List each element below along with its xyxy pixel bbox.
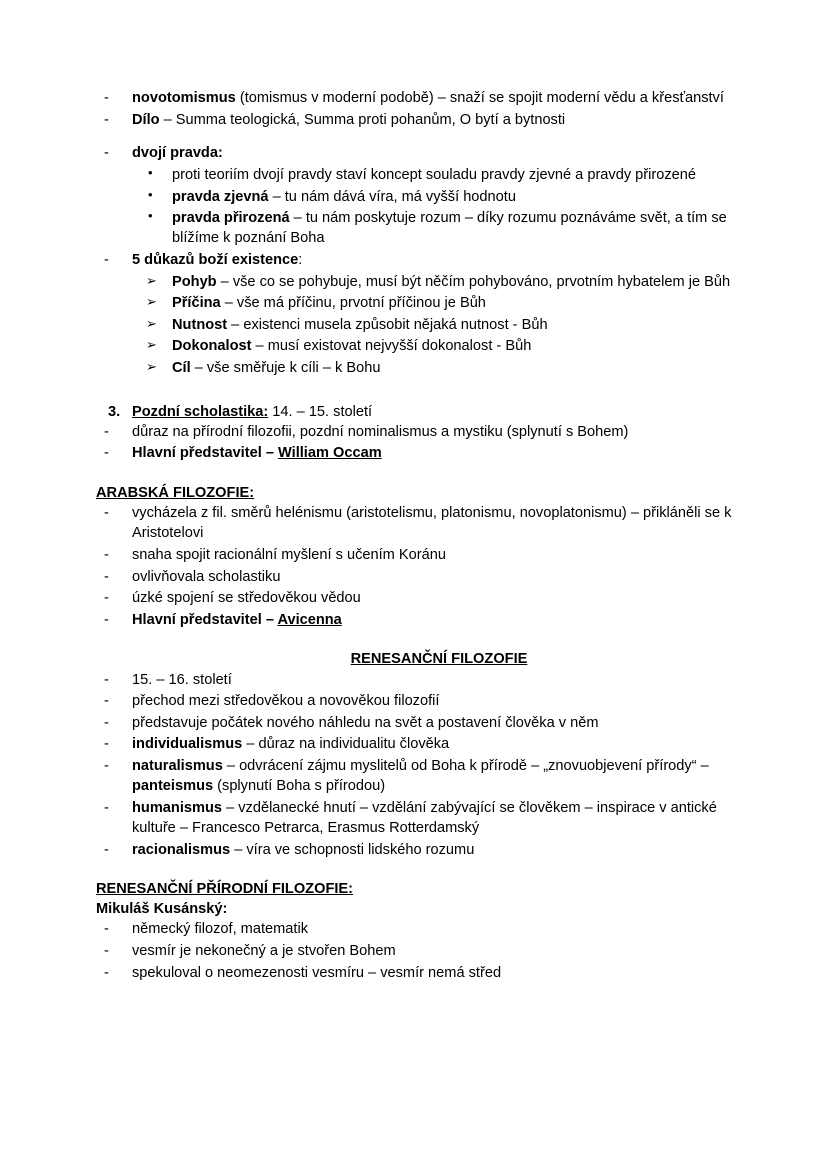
dash-marker: - xyxy=(104,111,109,128)
term: pravda zjevná xyxy=(172,188,269,205)
term-name: William Occam xyxy=(278,445,382,462)
dash-marker: - xyxy=(104,611,109,628)
bullet-marker: • xyxy=(148,186,153,202)
dash-marker: - xyxy=(104,964,109,981)
list-item-text xyxy=(172,317,548,333)
term-desc: – tu nám dává víra, má vyšší hodnotu xyxy=(268,188,516,205)
term-desc: – vše směřuje k cíli – k Bohu xyxy=(190,360,381,376)
dash-marker: - xyxy=(104,736,109,753)
term-desc: – tu nám poskytuje rozum – díky rozumu poznáváme svět, a tím se blížíme k poznání Boha xyxy=(172,210,727,247)
arrow-bullet-icon: ➢ xyxy=(146,359,157,374)
section-heading: ARABSKÁ FILOZOFIE: xyxy=(96,485,255,501)
term: Hlavní představitel – xyxy=(132,611,278,628)
term: individualismus xyxy=(132,736,243,753)
number-marker: 3. xyxy=(108,403,121,420)
list-item xyxy=(96,88,746,108)
list-item xyxy=(96,293,746,313)
spacer xyxy=(96,380,746,402)
list-item xyxy=(96,443,746,463)
term: Hlavní představitel – xyxy=(132,445,278,462)
list-item xyxy=(96,272,746,292)
list-item xyxy=(96,187,746,207)
bullet-marker: • xyxy=(148,164,153,180)
dash-marker: - xyxy=(104,799,109,816)
list-item-text: úzké spojení se středověkou vědou xyxy=(132,590,361,607)
list-item-text xyxy=(132,252,302,268)
term: Pozdní scholastika: xyxy=(132,403,269,420)
term: Dílo xyxy=(132,111,160,128)
spacer xyxy=(96,131,746,143)
list-item xyxy=(96,165,746,185)
term-desc: (tomismus v moderní podobě) – snaží se spojit moderní vědu a křesťanství xyxy=(235,90,724,106)
list-item-text xyxy=(172,189,516,205)
dash-marker: - xyxy=(104,145,109,162)
list-item-text xyxy=(132,758,709,794)
list-item-text xyxy=(132,90,724,106)
list-item-text: představuje počátek nového náhledu na svět a postavení člověka v něm xyxy=(132,714,599,731)
list-item xyxy=(96,358,746,378)
list-item-text xyxy=(132,112,565,128)
list-item-text xyxy=(172,360,380,376)
list-item xyxy=(96,941,746,961)
term: Příčina xyxy=(172,295,221,312)
spacer xyxy=(96,861,746,879)
dash-marker: - xyxy=(104,568,109,585)
bullet-marker: • xyxy=(148,208,153,224)
term: 5 důkazů boží existence xyxy=(132,251,299,268)
dash-marker: - xyxy=(104,921,109,938)
dash-marker: - xyxy=(104,758,109,774)
dash-marker: - xyxy=(104,505,109,522)
list-item xyxy=(96,567,746,587)
section-heading: RENESANČNÍ PŘÍRODNÍ FILOZOFIE: xyxy=(96,881,354,898)
list-item-text xyxy=(132,445,382,461)
list-item xyxy=(96,588,746,608)
list-item xyxy=(96,208,746,248)
term: pravda přirozená xyxy=(172,210,290,227)
list-item-text xyxy=(172,338,531,354)
spacer xyxy=(96,631,746,649)
list-item-text: německý filozof, matematik xyxy=(132,921,308,938)
list-item xyxy=(96,422,746,442)
term: racionalismus xyxy=(132,841,231,858)
term-desc: – důraz na individualitu člověka xyxy=(242,736,450,753)
term-desc: – musí existovat nejvyšší dokonalost - Bůh xyxy=(251,338,532,355)
subsection-heading: Mikuláš Kusánský: xyxy=(96,901,228,918)
term-desc: – vše má příčinu, prvotní příčinou je Bůh xyxy=(220,295,486,312)
term: Nutnost xyxy=(172,316,228,333)
numbered-list-item xyxy=(96,402,746,422)
dash-marker: - xyxy=(104,445,109,462)
term: humanismus xyxy=(132,799,223,816)
term: Cíl xyxy=(172,360,191,376)
list-item xyxy=(96,756,746,796)
dash-marker: - xyxy=(104,251,109,268)
list-item-text: důraz na přírodní filozofii, pozdní nominalismus a mystiku (splynutí s Bohem) xyxy=(132,423,629,440)
term: naturalismus xyxy=(132,758,223,774)
dash-marker: - xyxy=(104,841,109,858)
list-item-text xyxy=(132,612,342,628)
dash-marker: - xyxy=(104,693,109,710)
arrow-bullet-icon: ➢ xyxy=(146,272,157,288)
term-secondary-desc: (splynutí Boha s přírodou) xyxy=(213,778,386,795)
term-desc: – existenci musela způsobit nějaká nutnost - Bůh xyxy=(227,316,548,333)
dash-marker: - xyxy=(104,90,109,106)
list-item-text: 15. – 16. století xyxy=(132,671,232,688)
list-item xyxy=(96,963,746,983)
section-heading: RENESANČNÍ FILOZOFIE xyxy=(350,651,528,668)
dash-marker: - xyxy=(104,423,109,440)
term-name: Avicenna xyxy=(277,611,342,628)
term-desc: : xyxy=(298,251,303,268)
list-item xyxy=(96,919,746,939)
document-body xyxy=(96,88,746,984)
term-desc: 14. – 15. století xyxy=(268,403,373,420)
list-item-text xyxy=(132,404,372,420)
term: novotomismus xyxy=(132,90,236,106)
list-item xyxy=(96,143,746,163)
list-item-text: spekuloval o neomezenosti vesmíru – vesmír nemá střed xyxy=(132,964,502,981)
list-item-text xyxy=(172,210,727,246)
list-item xyxy=(96,840,746,860)
term-desc: – vzdělanecké hnutí – vzdělání zabývající se člověkem – inspirace v antické kultuře – Francesco Petrarca, Erasmus Rotterdamský xyxy=(132,799,717,836)
term-desc: – Summa teologická, Summa proti pohanům, O bytí a bytnosti xyxy=(159,111,566,128)
list-item xyxy=(96,691,746,711)
list-item xyxy=(96,670,746,690)
list-item xyxy=(96,713,746,733)
list-item-text: přechod mezi středověkou a novověkou filozofií xyxy=(132,693,440,710)
list-item xyxy=(96,610,746,630)
list-item xyxy=(96,734,746,754)
list-item xyxy=(96,503,746,543)
dash-marker: - xyxy=(104,671,109,688)
list-item-text xyxy=(172,295,486,311)
list-item xyxy=(96,315,746,335)
arrow-bullet-icon: ➢ xyxy=(146,294,157,310)
term-desc: – odvrácení zájmu myslitelů od Boha k přírodě – „znovuobjevení přírody“ – xyxy=(222,758,709,774)
term-desc: – vše co se pohybuje, musí být něčím pohybováno, prvotním hybatelem je Bůh xyxy=(216,273,731,290)
term: Pohyb xyxy=(172,273,217,290)
dash-marker: - xyxy=(104,590,109,607)
list-item xyxy=(96,110,746,130)
list-item-text: proti teoriím dvojí pravdy staví koncept souladu pravdy zjevné a pravdy přirozené xyxy=(172,166,697,183)
list-item xyxy=(96,250,746,270)
arrow-bullet-icon: ➢ xyxy=(146,337,157,353)
dash-marker: - xyxy=(104,714,109,731)
list-item-text: snaha spojit racionální myšlení s učením Koránu xyxy=(132,546,446,563)
spacer xyxy=(96,465,746,483)
term-desc: – víra ve schopnosti lidského rozumu xyxy=(230,841,475,858)
term-secondary: panteismus xyxy=(132,778,214,795)
dash-marker: - xyxy=(104,943,109,959)
arrow-bullet-icon: ➢ xyxy=(146,315,157,331)
list-item-text: dvojí pravda: xyxy=(132,145,223,162)
list-item-text: vycházela z fil. směrů helénismu (aristotelismu, platonismu, novoplatonismu) – přikláněli se k Aristotelovi xyxy=(132,505,732,542)
list-item-text: ovlivňovala scholastiku xyxy=(132,568,281,585)
list-item xyxy=(96,798,746,838)
list-item xyxy=(96,336,746,356)
list-item-text xyxy=(132,842,474,858)
list-item-text xyxy=(172,274,730,290)
list-item xyxy=(96,545,746,565)
term: Dokonalost xyxy=(172,338,252,355)
list-item-text xyxy=(132,736,449,752)
list-item-text: vesmír je nekonečný a je stvořen Bohem xyxy=(132,943,396,959)
list-item-text xyxy=(132,800,717,836)
dash-marker: - xyxy=(104,546,109,563)
